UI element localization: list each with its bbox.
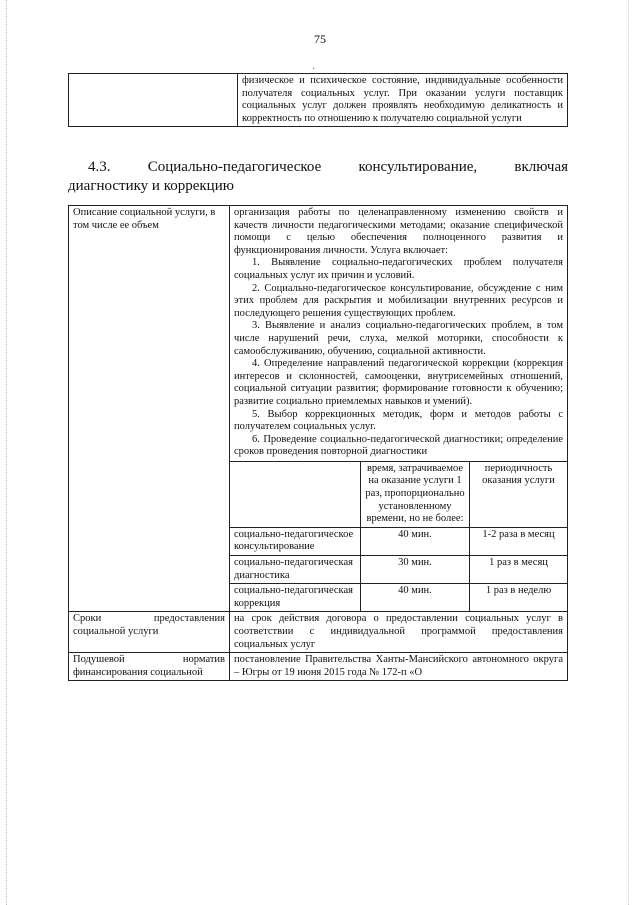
terms-label: Сроки предоставления социальной услуги — [69, 612, 230, 653]
service-table — [68, 205, 568, 681]
continuation-table — [68, 73, 568, 127]
time-table — [230, 461, 567, 612]
scan-edge-right — [628, 0, 630, 905]
service-duration: 40 мин. — [361, 527, 470, 555]
time-header-duration: время, затрачиваемое на оказание услуги 1 раз, пропорционально установленному времени, но не более: — [361, 461, 470, 527]
time-header-empty — [230, 461, 361, 527]
service-duration: 30 мин. — [361, 556, 470, 584]
description-content — [230, 206, 568, 612]
table-row — [230, 556, 567, 584]
scan-dot: · — [312, 64, 316, 75]
time-table-header — [230, 461, 567, 527]
description-label: Описание социальной услуги, в том числе ее объем — [69, 206, 230, 612]
table-row-norm — [69, 653, 568, 681]
service-frequency: 1 раз в неделю — [470, 584, 568, 612]
description-item-4: 4. Определение направлений педагогической коррекции (коррекция интересов и склонностей, самооценки, внутрисемейных отношений, социальной ситуации развития; формирование готовности к обучению; развитие социально приемлемых навыков и умений). — [234, 358, 563, 407]
section-title-word3: включая — [514, 159, 568, 175]
empty-label-cell — [69, 74, 238, 127]
norm-label: Подушевой норматив финансирования социальной — [69, 653, 230, 681]
section-title — [68, 158, 568, 196]
table-row — [69, 74, 568, 127]
table-row-terms — [69, 612, 568, 653]
section-title-word2: консультирование, — [358, 159, 478, 175]
description-item-2: 2. Социально-педагогическое консультирование, обсуждение с ним этих проблем для раскрытия и мобилизации внутренних ресурсов и последующего решения существующих проблем. — [234, 282, 563, 319]
table-row-description — [69, 206, 568, 612]
section-title-word1: Социально-педагогическое — [147, 159, 322, 175]
service-frequency: 1 раз в месяц — [470, 556, 568, 584]
table-row — [230, 527, 567, 555]
time-header-frequency: периодичность оказания услуги — [470, 461, 568, 527]
service-name: социально-педагогическая диагностика — [230, 556, 361, 584]
section-title-line1 — [68, 158, 568, 177]
description-item-3: 3. Выявление и анализ социально-педагогических проблем, в том числе нарушений речи, слуха, мелкой моторики, способности к самообслуживанию, обучению, социальной активности. — [234, 320, 563, 357]
continuation-text: физическое и психическое состояние, индивидуальные особенности получателя социальных услуг. При оказании услуги поставщик социальных услуг должен проявлять необходимую деликатность и корректность по отношению к получателю социальной услуги — [238, 74, 568, 127]
description-intro: организация работы по целенаправленному изменению свойств и качеств личности педагогическими методами; оказание специфической помощи с целью обеспечения полноценного развития и функционирования личности. Услуга включает: — [234, 207, 563, 256]
description-item-6: 6. Проведение социально-педагогической диагностики; определение сроков проведения повторной диагностики — [234, 433, 563, 458]
service-name: социально-педагогическое консультирование — [230, 527, 361, 555]
section-number: 4.3. — [88, 159, 111, 175]
description-item-1: 1. Выявление социально-педагогических проблем получателя социальных услуг их причин и условий. — [234, 257, 563, 281]
page-number: 75 — [314, 32, 326, 46]
service-frequency: 1-2 раза в месяц — [470, 527, 568, 555]
terms-value: на срок действия договора о предоставлении социальных услуг в соответствии с индивидуальной программой предоставления социальных услуг — [230, 612, 568, 653]
service-duration: 40 мин. — [361, 584, 470, 612]
description-item-5: 5. Выбор коррекционных методик, форм и методов работы с получателем социальных услуг. — [234, 408, 563, 433]
norm-value: постановление Правительства Ханты-Мансийского автономного округа – Югры от 19 июня 2015 года № 172-п «О — [230, 653, 568, 681]
service-name: социально-педагогическая коррекция — [230, 584, 361, 612]
table-row — [230, 584, 567, 612]
scan-edge-left — [6, 0, 8, 905]
section-title-line2: диагностику и коррекцию — [68, 178, 234, 194]
